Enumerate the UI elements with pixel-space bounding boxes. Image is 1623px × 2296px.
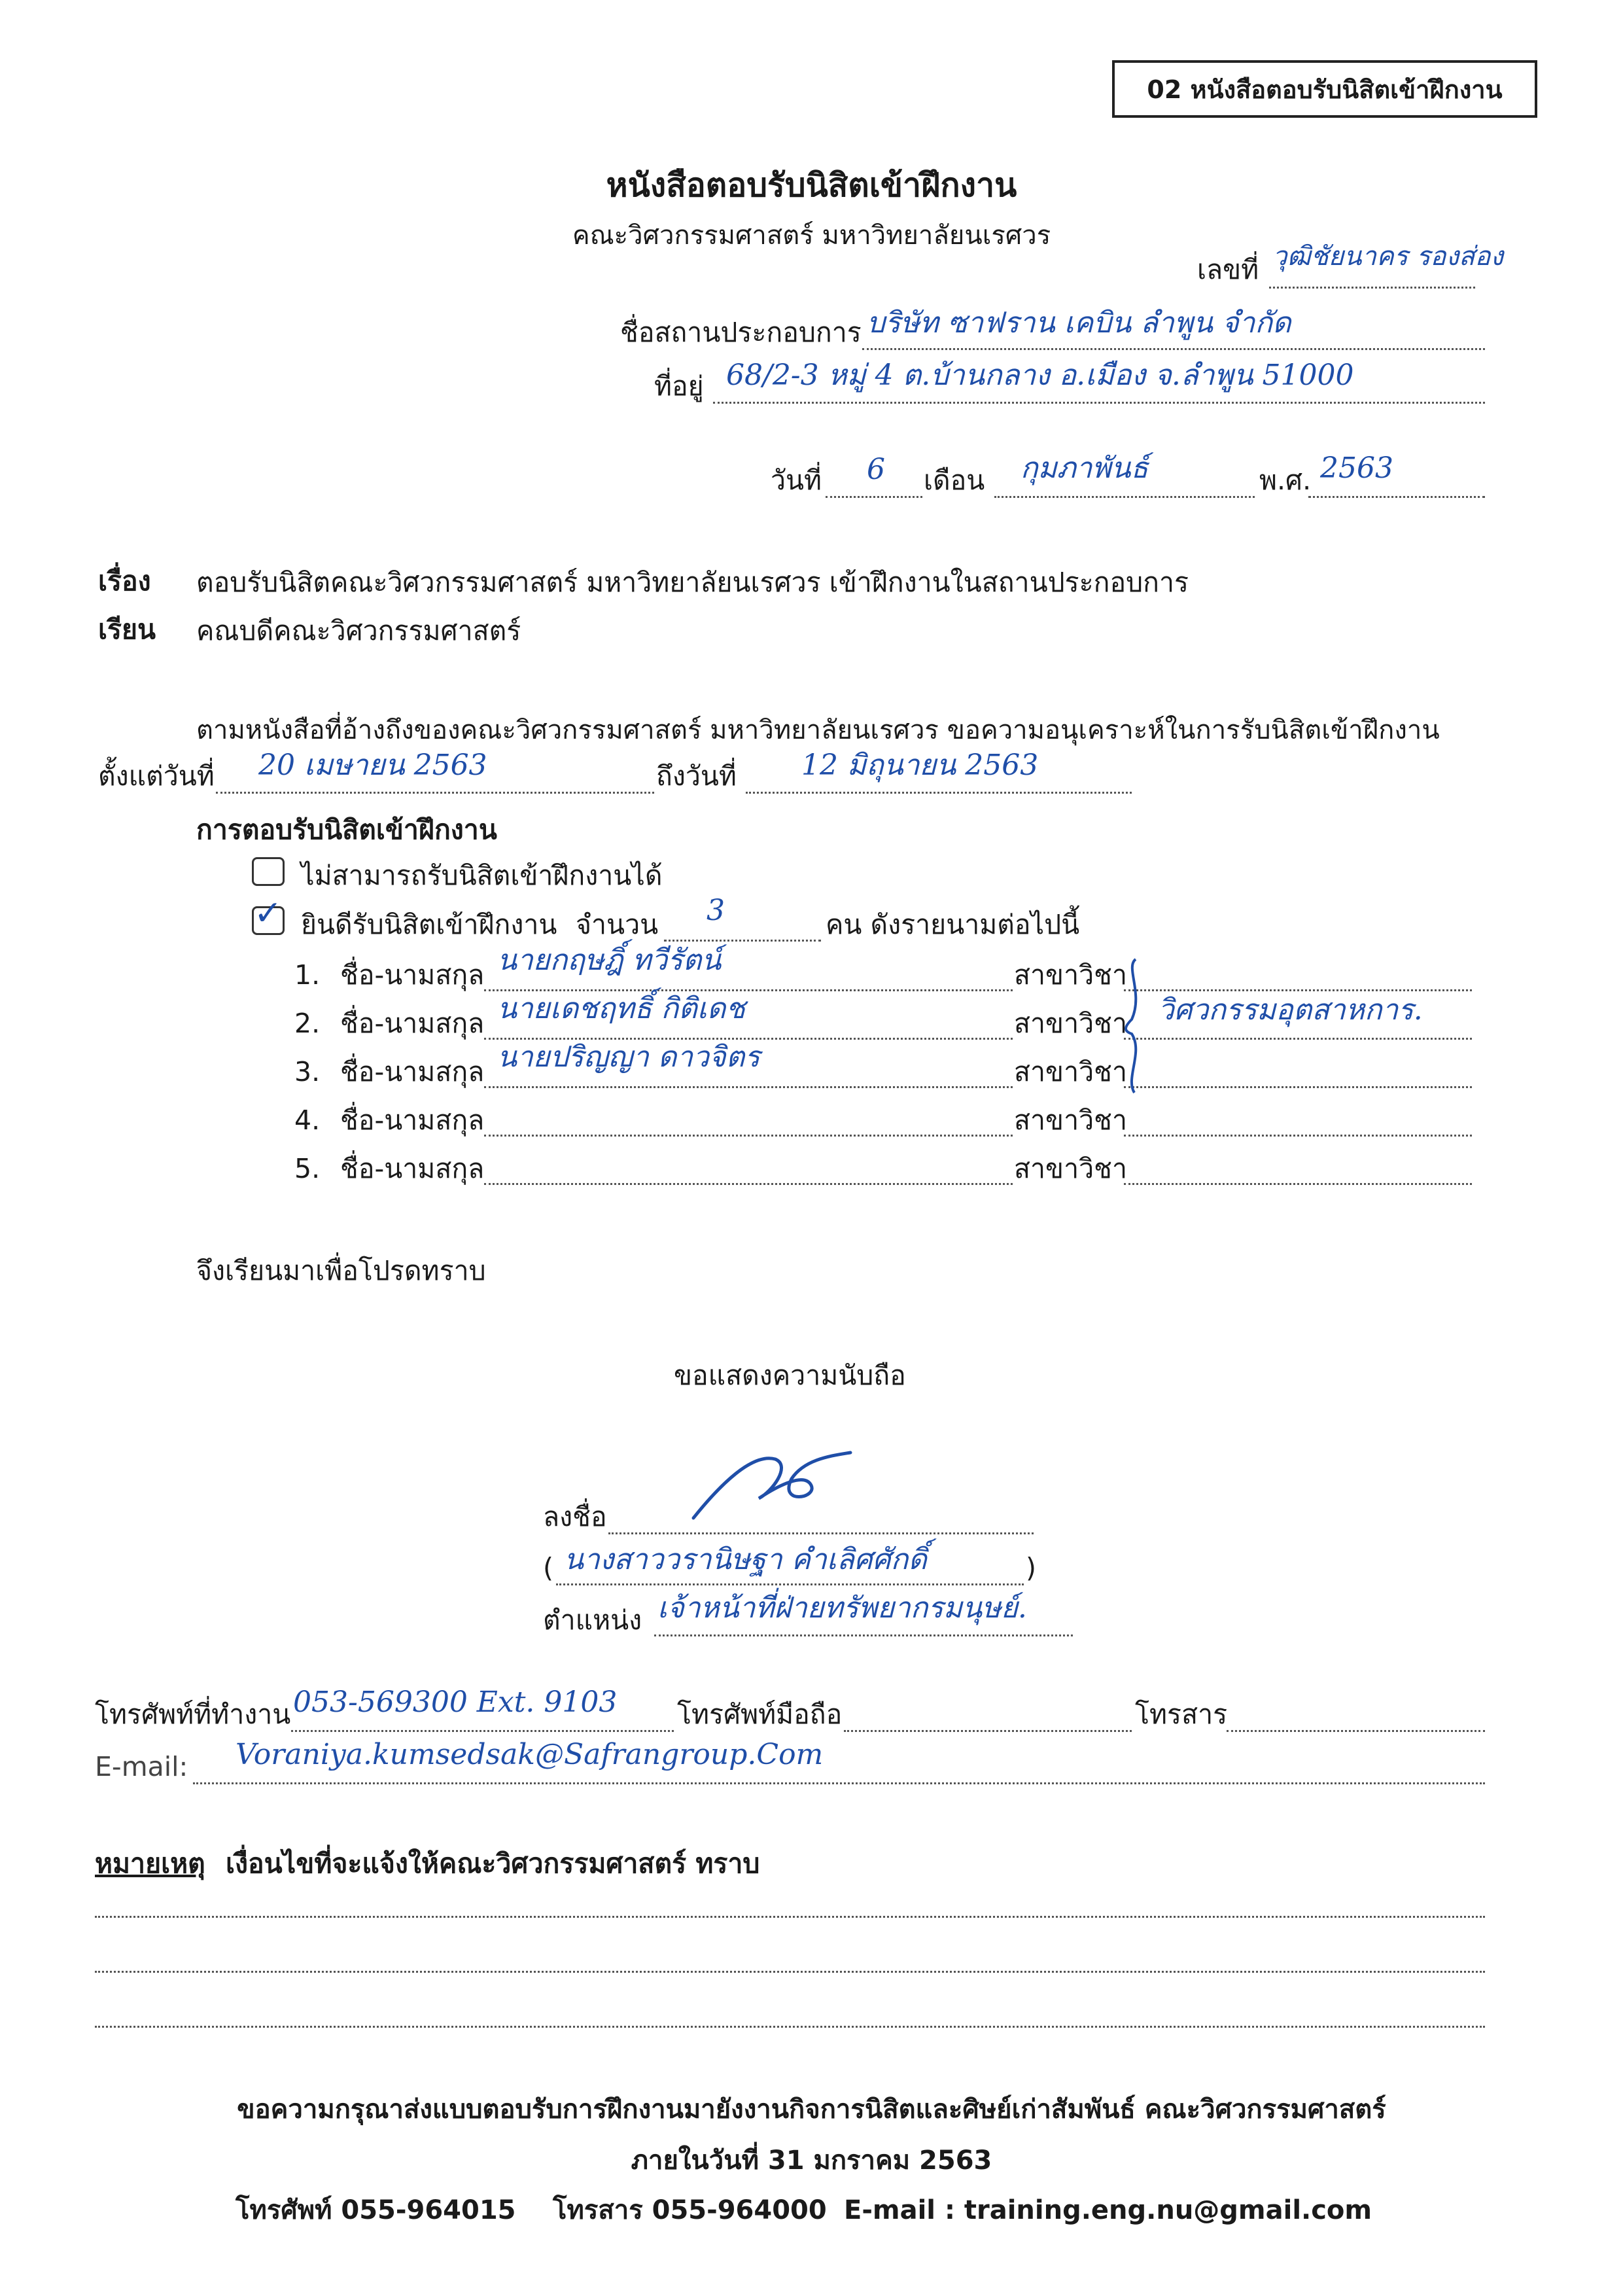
- date-year: 2563: [1320, 451, 1393, 485]
- footer-line1: ขอความกรุณาส่งแบบตอบรับการฝึกงานมายังงานกิจการนิสิตและศิษย์เก่าสัมพันธ์ คณะวิศวกรรมศาสตร์: [237, 2094, 1386, 2125]
- remark-text: เงื่อนไขที่จะแจ้งให้คณะวิศวกรรมศาสตร์ ทราบ: [226, 1848, 760, 1879]
- period-to-label: ถึงวันที่: [656, 760, 737, 792]
- date-month: กุมภาพันธ์: [1021, 451, 1149, 485]
- footer-fax: โทรสาร 055-964000: [553, 2195, 827, 2225]
- student-name: นายเดชฤทธิ์ กิติเดช: [497, 992, 746, 1025]
- fax-label: โทรสาร: [1135, 1699, 1228, 1730]
- student-dept-label: สาขาวิชา: [1014, 1056, 1127, 1087]
- student-num: 3.: [294, 1056, 321, 1087]
- student-num: 5.: [294, 1153, 321, 1184]
- dept-value: วิศวกรรมอุตสาหการ.: [1158, 993, 1423, 1027]
- signer-name-line: [556, 1583, 1024, 1585]
- student-dept-line: [1124, 1038, 1472, 1040]
- student-name-label: ชื่อ-นามสกุล: [340, 1056, 485, 1087]
- count-suffix: คน ดังรายนามต่อไปนี้: [826, 909, 1080, 940]
- reject-label: ไม่สามารถรับนิสิตเข้าฝึกงานได้: [301, 860, 663, 891]
- student-name: นายกฤษฎิ์ ทวีรัตน์: [497, 944, 722, 977]
- subject-text: ตอบรับนิสิตคณะวิศวกรรมศาสตร์ มหาวิทยาลัยนเรศวร เข้าฝึกงานในสถานประกอบการ: [196, 567, 1189, 598]
- date-day-line: [826, 496, 922, 498]
- regards-text: ขอแสดงความนับถือ: [674, 1360, 906, 1391]
- student-name-label: ชื่อ-นามสกุล: [340, 1008, 485, 1039]
- student-dept-label: สาขาวิชา: [1014, 959, 1127, 991]
- to-label: เรียน: [98, 614, 156, 645]
- signature-line: [608, 1532, 1034, 1534]
- address-label: ที่อยู่: [654, 370, 704, 402]
- student-name-line: [484, 1183, 1013, 1185]
- period-to: 12 มิถุนายน 2563: [801, 749, 1039, 782]
- signer-name: นางสาววรานิษฐา คำเลิศศักดิ์: [564, 1543, 927, 1576]
- student-dept-label: สาขาวิชา: [1014, 1153, 1127, 1184]
- count-value: 3: [707, 894, 725, 927]
- student-name: นายปริญญา ดาวจิตร: [497, 1040, 760, 1074]
- phone-work-line: [291, 1730, 674, 1732]
- period-from-label: ตั้งแต่วันที่: [98, 760, 215, 792]
- company-line: [862, 348, 1485, 350]
- student-num: 2.: [294, 1008, 321, 1039]
- remark-line: [95, 2026, 1485, 2028]
- accept-tick: ✓: [254, 894, 283, 933]
- student-name-line: [484, 1086, 1013, 1088]
- footer-phone: โทรศัพท์ 055-964015: [236, 2195, 516, 2225]
- footer-email[interactable]: E-mail : training.eng.nu@gmail.com: [844, 2195, 1372, 2225]
- page-subtitle: คณะวิศวกรรมศาสตร์ มหาวิทยาลัยนเรศวร: [572, 221, 1051, 251]
- email-label: E-mail:: [95, 1751, 188, 1782]
- position-line: [654, 1634, 1073, 1636]
- page-title: หนังสือตอบรับนิสิตเข้าฝึกงาน: [606, 166, 1017, 204]
- date-year-line: [1308, 496, 1485, 498]
- position-value: เจ้าหน้าที่ฝ่ายทรัพยากรมนุษย์.: [657, 1591, 1027, 1625]
- signer-open-paren: (: [543, 1552, 553, 1583]
- address-value: 68/2-3 หมู่ 4 ต.บ้านกลาง อ.เมือง จ.ลำพูน 51000: [726, 359, 1354, 392]
- student-dept-line: [1124, 1183, 1472, 1185]
- signer-close-paren: ): [1026, 1552, 1036, 1583]
- student-num: 1.: [294, 959, 321, 991]
- period-from-line: [216, 792, 654, 794]
- period-to-line: [746, 792, 1132, 794]
- reject-checkbox[interactable]: [252, 857, 285, 886]
- mobile-label: โทรศัพท์มือถือ: [677, 1699, 843, 1730]
- student-num: 4.: [294, 1104, 321, 1136]
- count-line: [664, 940, 821, 942]
- student-name-label: ชื่อ-นามสกุล: [340, 1153, 485, 1184]
- student-dept-line: [1124, 1086, 1472, 1088]
- doc-no-line: [1269, 287, 1475, 289]
- student-name-label: ชื่อ-นามสกุล: [340, 959, 485, 991]
- to-text: คณบดีคณะวิศวกรรมศาสตร์: [196, 615, 521, 646]
- remark-line: [95, 1971, 1485, 1973]
- student-name-line: [484, 989, 1013, 991]
- date-month-line: [994, 496, 1255, 498]
- position-label: ตำแหน่ง: [543, 1604, 642, 1636]
- remark-label: หมายเหตุ: [95, 1848, 205, 1879]
- form-number: 02 หนังสือตอบรับนิสิตเข้าฝึกงาน: [1147, 75, 1503, 104]
- doc-no-value: วุฒิชัยนาคร รองส่อง: [1272, 241, 1503, 272]
- acceptance-heading: การตอบรับนิสิตเข้าฝึกงาน: [196, 814, 497, 845]
- company-label: ชื่อสถานประกอบการ: [620, 317, 862, 348]
- period-from: 20 เมษายน 2563: [258, 749, 487, 782]
- accept-label: ยินดีรับนิสิตเข้าฝึกงาน: [301, 909, 557, 940]
- signature-label: ลงชื่อ: [543, 1501, 607, 1532]
- date-day: 6: [867, 453, 885, 486]
- company-value: บริษัท ซาฟราน เคบิน ลำพูน จำกัด: [867, 306, 1291, 340]
- date-day-label: วันที่: [771, 465, 822, 496]
- email-line: [193, 1782, 1485, 1784]
- phone-work-label: โทรศัพท์ที่ทำงาน: [95, 1699, 291, 1730]
- mobile-line: [844, 1730, 1132, 1732]
- form-number-box: [1112, 60, 1537, 118]
- email-value: Voraniya.kumsedsak@Safrangroup.Com: [236, 1738, 824, 1771]
- student-dept-line: [1124, 1135, 1472, 1137]
- phone-work: 053-569300 Ext. 9103: [293, 1686, 618, 1719]
- remark-line: [95, 1916, 1485, 1918]
- count-label: จำนวน: [576, 909, 659, 940]
- student-name-line: [484, 1135, 1013, 1137]
- doc-no-label: เลขที่: [1197, 254, 1259, 285]
- address-line: [713, 402, 1485, 404]
- signature-mark: [680, 1433, 877, 1531]
- student-name-label: ชื่อ-นามสกุล: [340, 1104, 485, 1136]
- student-dept-line: [1124, 989, 1472, 991]
- subject-label: เรื่อง: [98, 565, 151, 597]
- student-dept-label: สาขาวิชา: [1014, 1104, 1127, 1136]
- student-dept-label: สาขาวิชา: [1014, 1008, 1127, 1039]
- body-text: ตามหนังสือที่อ้างถึงของคณะวิศวกรรมศาสตร์ มหาวิทยาลัยนเรศวร ขอความอนุเคราะห์ในการรับนิสิตเข้าฝึกงาน: [196, 715, 1440, 745]
- dept-brace: [1117, 954, 1150, 1098]
- fax-line: [1227, 1730, 1485, 1732]
- closing-text: จึงเรียนมาเพื่อโปรดทราบ: [196, 1255, 486, 1286]
- footer-line2: ภายในวันที่ 31 มกราคม 2563: [631, 2146, 992, 2176]
- date-month-label: เดือน: [924, 465, 985, 496]
- date-year-label: พ.ศ.: [1259, 465, 1312, 496]
- student-name-line: [484, 1038, 1013, 1040]
